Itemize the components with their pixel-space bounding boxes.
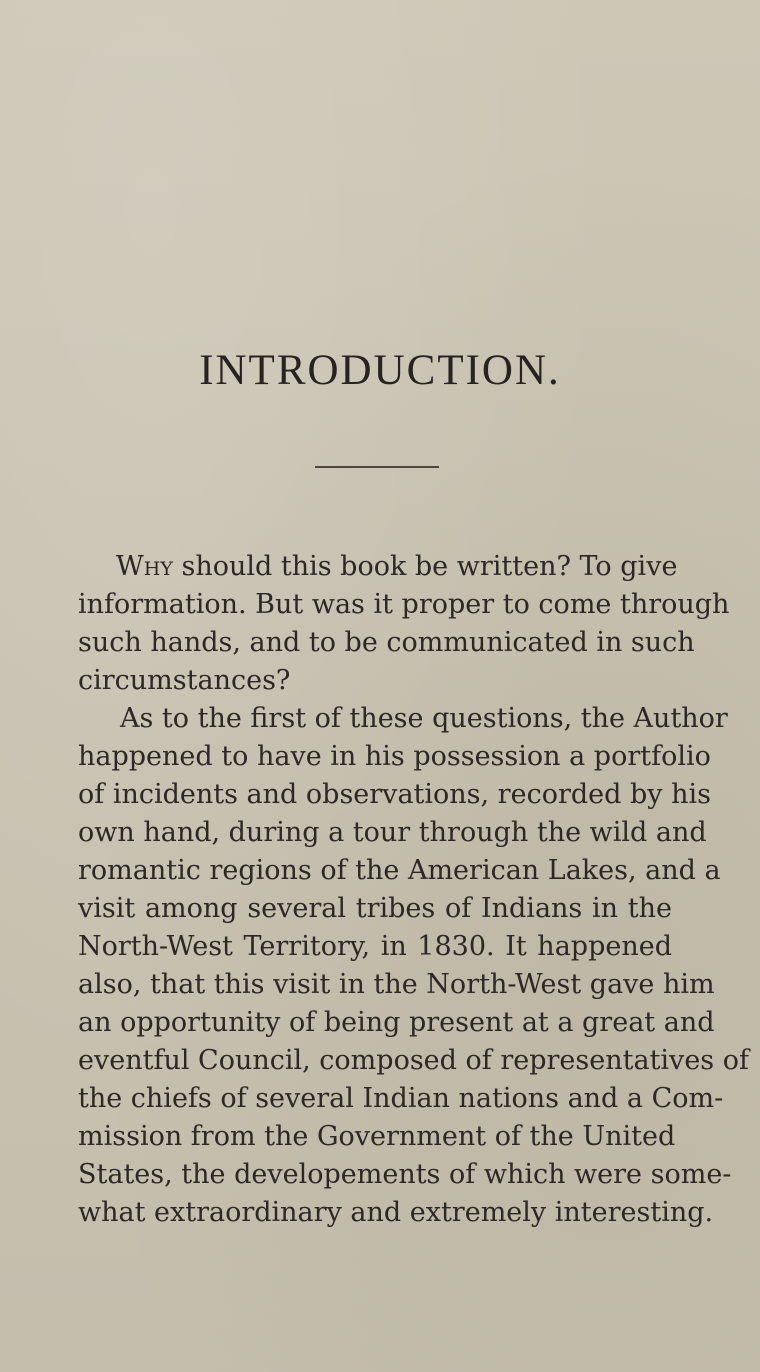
paragraph-line: North-West Territory, in 1830. It happened [78, 931, 672, 962]
paragraph-line: States, the developements of which were some- [78, 1159, 732, 1190]
paragraph-line: what extraordinary and extremely interesting. [78, 1197, 714, 1228]
paragraph-1 [78, 548, 730, 700]
paragraph-2 [78, 700, 749, 1232]
paragraph-line: an opportunity of being present at a great and [78, 1007, 715, 1038]
chapter-heading: INTRODUCTION. [199, 347, 561, 394]
paragraph-line: mission from the Government of the United [78, 1121, 676, 1152]
paragraph-line: information. But was it proper to come through [78, 589, 730, 620]
paragraph-line: romantic regions of the American Lakes, and a [78, 855, 721, 886]
paragraph-line: Why should this book be written? To give [116, 551, 678, 582]
paragraph-line: eventful Council, composed of representatives of [78, 1045, 749, 1076]
paragraph-line: the chiefs of several Indian nations and a Com- [78, 1083, 724, 1114]
paragraph-line: also, that this visit in the North-West gave him [78, 969, 715, 1000]
paragraph-line: happened to have in his possession a portfolio [78, 741, 711, 772]
paragraph-lead-word: Why [116, 551, 173, 582]
heading-rule [315, 466, 439, 468]
paragraph-line: of incidents and observations, recorded by his [78, 779, 711, 810]
paragraph-line: own hand, during a tour through the wild and [78, 817, 707, 848]
paragraph-line: visit among several tribes of Indians in the [78, 893, 672, 924]
paragraph-line: As to the first of these questions, the Author [120, 703, 728, 734]
body-text [78, 548, 749, 1232]
paragraph-line: such hands, and to be communicated in such [78, 627, 695, 658]
paragraph-line: circumstances? [78, 665, 291, 696]
